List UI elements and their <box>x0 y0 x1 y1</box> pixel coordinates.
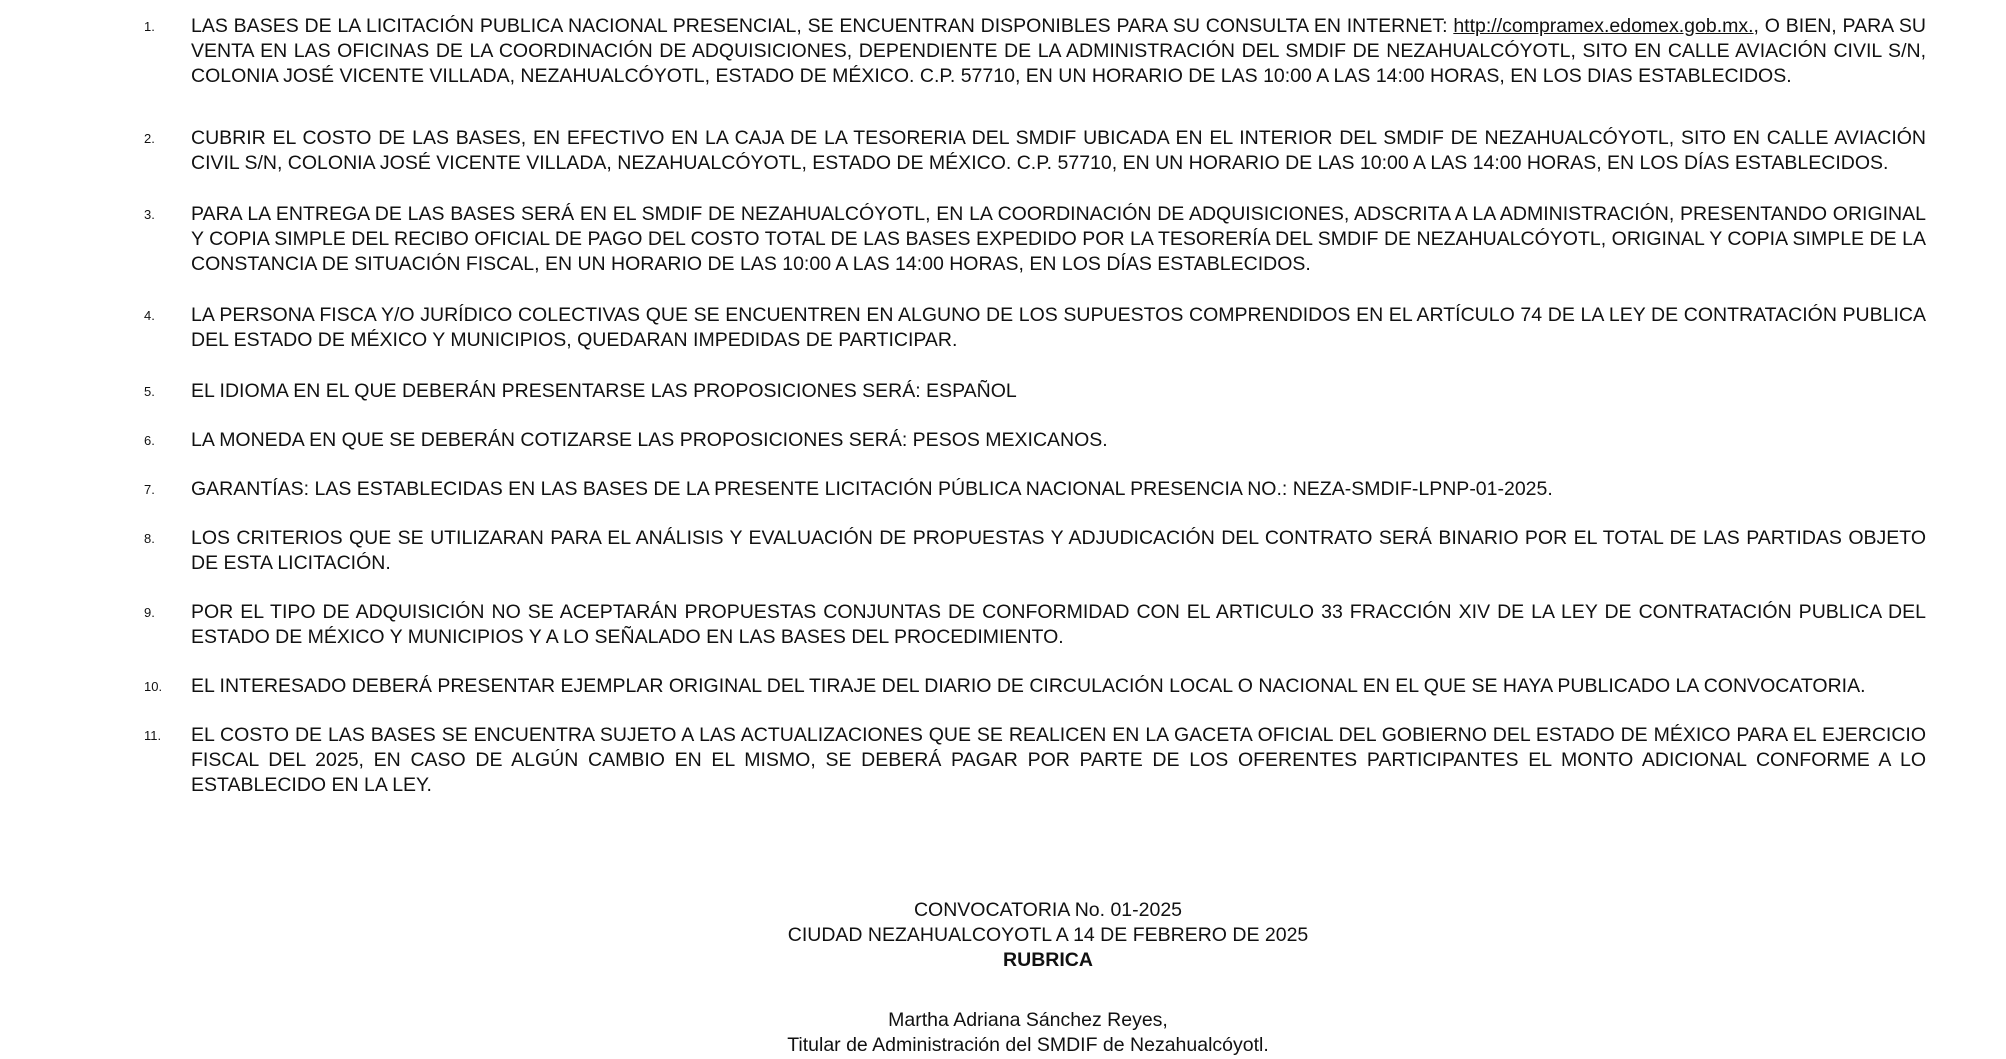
list-item-number: 11. <box>144 728 162 743</box>
list-item-2 <box>0 126 1926 176</box>
list-item-number: 3. <box>144 207 155 222</box>
numbered-list <box>0 14 2006 798</box>
list-item-number: 9. <box>144 605 155 620</box>
list-item-9 <box>0 600 1926 650</box>
list-item-text: LA PERSONA FISCA Y/O JURÍDICO COLECTIVAS QUE SE ENCUENTREN EN ALGUNO DE LOS SUPUESTOS COMPRENDIDOS EN EL ARTÍCULO 74 DE LA LEY DE CONTRATACIÓN PUBLICA DEL ESTADO DE MÉXICO Y MUNICIPIOS, QUEDARAN IMPEDIDAS DE PARTICIPAR. <box>191 304 1926 351</box>
list-item-number: 5. <box>144 384 155 399</box>
list-item-10 <box>0 674 1926 699</box>
list-item-number: 6. <box>144 433 155 448</box>
list-item-8 <box>0 526 1926 576</box>
list-item-text: CUBRIR EL COSTO DE LAS BASES, EN EFECTIVO EN LA CAJA DE LA TESORERIA DEL SMDIF UBICADA EN EL INTERIOR DEL SMDIF DE NEZAHUALCÓYOTL, SITO EN CALLE AVIACIÓN CIVIL S/N, COLONIA JOSÉ VICENTE VILLADA, NEZAHUALCÓYOTL, ESTADO DE MÉXICO. C.P. 57710, EN UN HORARIO DE LAS 10:00 A LAS 14:00 HORAS, EN LOS DÍAS ESTABLECIDOS. <box>191 127 1926 174</box>
signature-block <box>0 1008 2006 1058</box>
list-item-text-after-link: , O BIEN, PARA SU VENTA EN LAS OFICINAS DE LA COORDINACIÓN DE ADQUISICIONES, DEPENDIENTE DE LA ADMINISTRACIÓN DEL SMDIF DE NEZAHUALCÓYOTL, SITO EN CALLE AVIACIÓN CIVIL S/N, COLONIA JOSÉ VICENTE VILLADA, NEZAHUALCÓYOTL, ESTADO DE MÉXICO. C.P. 57710, EN UN HORARIO DE LAS 10:00 A LAS 14:00 HORAS, EN LOS DIAS ESTABLECIDOS. <box>191 15 1927 87</box>
list-item-11 <box>0 723 1926 798</box>
list-item-4 <box>0 303 1926 353</box>
list-item-number: 2. <box>144 131 155 146</box>
compramex-link[interactable]: http://compramex.edomex.gob.mx. <box>1453 15 1754 37</box>
signatory-title: Titular de Administración del SMDIF de Nezahualcóyotl. <box>787 1034 1269 1056</box>
list-item-number: 8. <box>144 531 155 546</box>
list-item-text: EL COSTO DE LAS BASES SE ENCUENTRA SUJETO A LAS ACTUALIZACIONES QUE SE REALICEN EN LA GACETA OFICIAL DEL GOBIERNO DEL ESTADO DE MÉXICO PARA EL EJERCICIO FISCAL DEL 2025, EN CASO DE ALGÚN CAMBIO EN EL MISMO, SE DEBERÁ PAGAR POR PARTE DE LOS OFERENTES PARTICIPANTES EL MONTO ADICIONAL CONFORME A LO ESTABLECIDO EN LA LEY. <box>191 724 1926 796</box>
list-item-5 <box>0 379 1926 404</box>
list-item-text: EL IDIOMA EN EL QUE DEBERÁN PRESENTARSE LAS PROPOSICIONES SERÁ: ESPAÑOL <box>191 380 1017 402</box>
list-item-number: 1. <box>144 19 155 34</box>
list-item-3 <box>0 202 1926 277</box>
list-item-text-before-link: LAS BASES DE LA LICITACIÓN PUBLICA NACIONAL PRESENCIAL, SE ENCUENTRAN DISPONIBLES PARA SU CONSULTA EN INTERNET: <box>191 15 1454 37</box>
list-item-text: EL INTERESADO DEBERÁ PRESENTAR EJEMPLAR ORIGINAL DEL TIRAJE DEL DIARIO DE CIRCULACIÓN LOCAL O NACIONAL EN EL QUE SE HAYA PUBLICADO LA CONVOCATORIA. <box>191 675 1866 697</box>
list-item-text: LA MONEDA EN QUE SE DEBERÁN COTIZARSE LAS PROPOSICIONES SERÁ: PESOS MEXICANOS. <box>191 429 1108 451</box>
list-item-text: POR EL TIPO DE ADQUISICIÓN NO SE ACEPTARÁN PROPUESTAS CONJUNTAS DE CONFORMIDAD CON EL ARTICULO 33 FRACCIÓN XIV DE LA LEY DE CONTRATACIÓN PUBLICA DEL ESTADO DE MÉXICO Y MUNICIPIOS Y A LO SEÑALADO EN LAS BASES DEL PROCEDIMIENTO. <box>191 601 1926 648</box>
list-item-1 <box>0 14 1926 89</box>
place-date: CIUDAD NEZAHUALCOYOTL A 14 DE FEBRERO DE 2025 <box>787 924 1309 946</box>
signatory-name: Martha Adriana Sánchez Reyes, <box>888 1009 1168 1031</box>
list-item-text: GARANTÍAS: LAS ESTABLECIDAS EN LAS BASES DE LA PRESENTE LICITACIÓN PÚBLICA NACIONAL PRESENCIA NO.: NEZA-SMDIF-LPNP-01-2025. <box>191 478 1553 500</box>
list-item-text <box>191 15 1926 87</box>
list-item-number: 10. <box>144 679 163 694</box>
closing-block <box>0 898 2006 973</box>
list-item-7 <box>0 477 1926 502</box>
convocatoria-number: CONVOCATORIA No. 01-2025 <box>913 899 1183 921</box>
list-item-6 <box>0 428 1926 453</box>
list-item-text: PARA LA ENTREGA DE LAS BASES SERÁ EN EL SMDIF DE NEZAHUALCÓYOTL, EN LA COORDINACIÓN DE ADQUISICIONES, ADSCRITA A LA ADMINISTRACIÓN, PRESENTANDO ORIGINAL Y COPIA SIMPLE DEL RECIBO OFICIAL DE PAGO DEL COSTO TOTAL DE LAS BASES EXPEDIDO POR LA TESORERÍA DEL SMDIF DE NEZAHUALCÓYOTL, ORIGINAL Y COPIA SIMPLE DE LA CONSTANCIA DE SITUACIÓN FISCAL, EN UN HORARIO DE LAS 10:00 A LAS 14:00 HORAS, EN LOS DÍAS ESTABLECIDOS. <box>191 203 1926 275</box>
list-item-number: 4. <box>144 308 155 323</box>
list-item-number: 7. <box>144 482 155 497</box>
rubrica-label: RUBRICA <box>1003 949 1093 971</box>
list-item-text: LOS CRITERIOS QUE SE UTILIZARAN PARA EL ANÁLISIS Y EVALUACIÓN DE PROPUESTAS Y ADJUDICACIÓN DEL CONTRATO SERÁ BINARIO POR EL TOTAL DE LAS PARTIDAS OBJETO DE ESTA LICITACIÓN. <box>191 527 1926 574</box>
